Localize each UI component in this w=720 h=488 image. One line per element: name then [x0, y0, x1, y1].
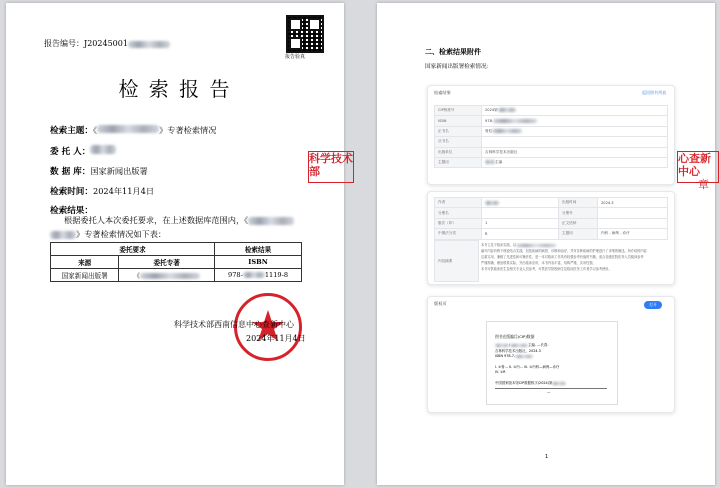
book-info-table — [434, 105, 668, 168]
redacted-text — [90, 145, 116, 154]
subject-row: 检索主题：《 》专著检索情况 — [50, 125, 217, 136]
report-number: 报告编号：J20245001 — [44, 38, 170, 49]
cell-book: 《 — [119, 269, 215, 282]
cell-source: 国家新闻出版署 — [51, 269, 119, 282]
subheader-source: 来源 — [51, 256, 119, 269]
table-row: 主题词 主编 — [435, 157, 668, 167]
copyright-page-card — [427, 296, 675, 413]
book-detail-card — [427, 191, 675, 285]
signature-date: 2024年11月4日 — [246, 334, 306, 343]
redacted-text — [243, 272, 265, 278]
database-row: 数 据 库：国家新闻出版署 — [50, 166, 148, 177]
qr-caption: 报告验真 — [285, 54, 306, 60]
side-stamp: 科学技术部 — [308, 151, 354, 183]
open-button[interactable]: 打开 — [644, 301, 662, 309]
redacted-text — [97, 125, 159, 133]
redacted-text — [50, 231, 76, 239]
summary-label: 内容摘要 — [434, 240, 479, 282]
table-row: 正书名 脊柱 — [435, 126, 668, 136]
book-detail-table — [434, 197, 668, 240]
header-result: 检索结果 — [215, 243, 302, 256]
signature-org: 科学技术部西南信息中心查新中心 — [174, 320, 294, 329]
body-paragraph-line1: 根据委托人本次委托要求，在上述数据库范围内，《 — [64, 215, 294, 226]
card-header: 检索结果 — [434, 90, 451, 95]
table-row: 分册名 分册号 — [435, 208, 668, 218]
table-row: 作者 出版时间 2024.3 — [435, 198, 668, 208]
search-result-table — [50, 242, 302, 282]
report-page-1 — [6, 3, 353, 485]
table-row: 出版单位 吉林科学技术出版社 — [435, 147, 668, 157]
cell-isbn: 978- 1119-8 — [215, 269, 302, 282]
side-stamp: 心查新中心 章 — [677, 151, 719, 183]
page-number: 1 — [545, 454, 549, 460]
table-row: 版次（印） 1 正文语种 — [435, 218, 668, 228]
card-header: 版权页 — [434, 301, 447, 306]
subheader-isbn: ISBN — [215, 256, 302, 269]
redacted-text — [248, 217, 294, 225]
report-title: 检 索 报 告 — [118, 77, 232, 101]
report-page-2 — [377, 3, 715, 485]
section-intro: 国家新闻出版署检索情况： — [425, 64, 493, 70]
subheader-book: 委托专著 — [119, 256, 215, 269]
client-row: 委 托 人： — [50, 139, 116, 158]
section-title: 二、检索结果附件 — [425, 47, 481, 56]
table-row — [51, 269, 302, 282]
table-row: CIP核准号 2024第 — [435, 106, 668, 116]
back-to-list-link[interactable]: 返回图书列表 — [642, 90, 666, 95]
table-row: 丛书名 — [435, 137, 668, 147]
search-result-card — [427, 85, 675, 185]
table-row: 中图法分类 R 主题词 内科 - 病例 - 诊疗 — [435, 229, 668, 239]
summary-text: 本书立足于临床实践，以 编写内容有利于理论结合实践，包括疾病的病因、诊断和治疗，并对各种疾病的护理进行了详细的阐述。所介绍的内容 注重实用，兼顾了先进性和可操作性，是一本对临床工作具有较强参考价值的书籍，适合各级医院医务人员阅读参考 严谨准确，理论联系实际，突出临床应用，本书内容丰富，结构严谨，实用性强， 本书可供临床医生及相关专业人员参考，可供医学院校师生及临床医务工作者学习参考使用。 — [481, 243, 647, 271]
copyright-image: 图书在版编目(CIP)数据 主编. —长春： 吉林科学技术出版社，2024.3 ISBN 978-7- I. ①脊… II. ①内… III. ①内科—病例—诊疗 IV. ①R 中国国家版本馆CIP数据核字(2024)第 — — [486, 321, 618, 405]
result-heading: 检索结果： — [50, 206, 93, 216]
redacted-text — [140, 273, 200, 279]
body-paragraph-line2: 》专著检索情况如下表： — [50, 229, 166, 240]
date-row: 检索时间：2024年11月4日 — [50, 186, 155, 197]
verification-qr-code[interactable] — [286, 15, 324, 53]
header-request: 委托要求 — [51, 243, 215, 256]
redacted-text — [128, 41, 170, 48]
table-row: ISBN 978- — [435, 116, 668, 126]
